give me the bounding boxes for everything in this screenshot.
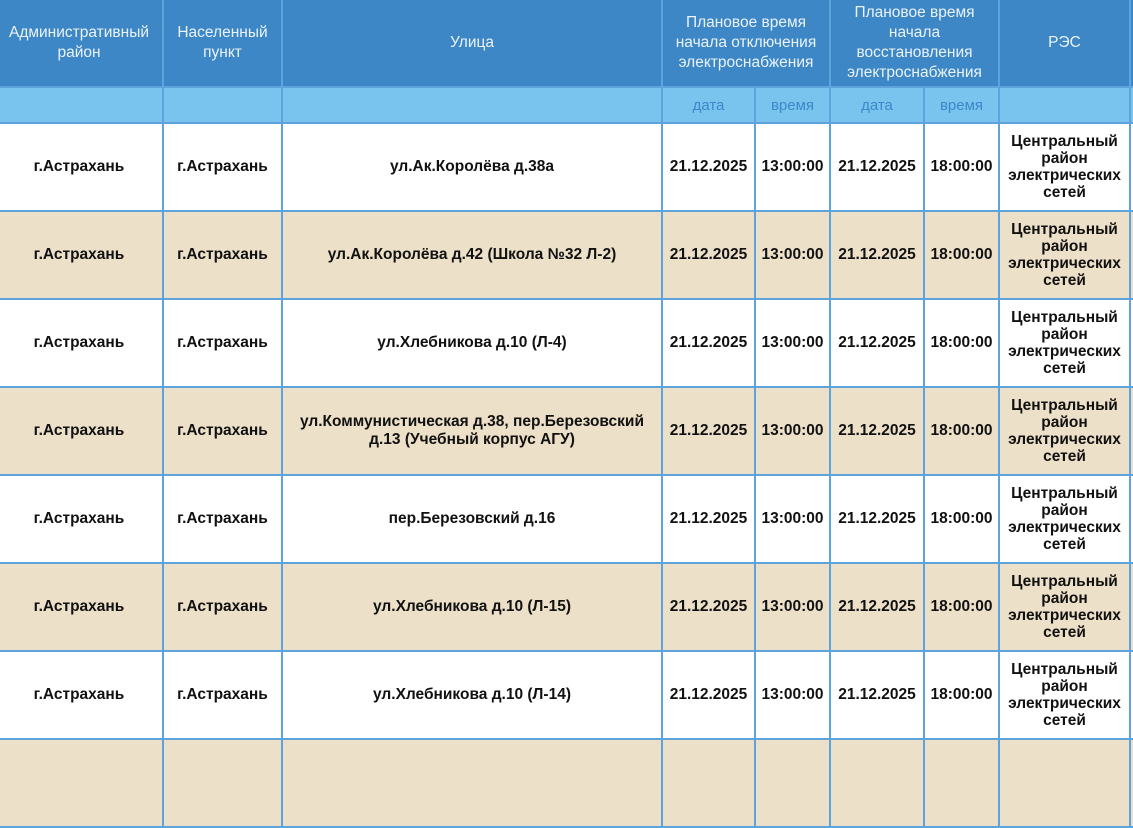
cell-off-date: 21.12.2025 <box>662 387 755 475</box>
res-line: район <box>1041 678 1088 695</box>
cell-locality: г.Астрахань <box>163 563 282 651</box>
header-street: Улица <box>282 0 662 87</box>
subheader-empty <box>282 87 662 123</box>
header-restore-start: Плановое время начала восстановления электроснабжения <box>830 0 999 87</box>
cell-district: г.Астрахань <box>0 387 163 475</box>
subheader-empty <box>999 87 1130 123</box>
res-line: Центральный <box>1011 309 1118 326</box>
header-locality: Населенный пункт <box>163 0 282 87</box>
cell-off-date: 21.12.2025 <box>662 475 755 563</box>
res-line: сетей <box>1043 272 1086 289</box>
cell-on-date: 21.12.2025 <box>830 475 924 563</box>
subheader-empty <box>163 87 282 123</box>
cell-res <box>999 387 1130 475</box>
subheader-on-time: время <box>924 87 999 123</box>
cell-on-date: 21.12.2025 <box>830 299 924 387</box>
cell-on-time: 18:00:00 <box>924 299 999 387</box>
cell-res <box>999 211 1130 299</box>
cell-locality: г.Астрахань <box>163 387 282 475</box>
cell-off-date: 21.12.2025 <box>662 563 755 651</box>
res-line: район <box>1041 238 1088 255</box>
cell-off-time: 13:00:00 <box>755 475 830 563</box>
cell-district: г.Астрахань <box>0 299 163 387</box>
res-line: Центральный <box>1011 397 1118 414</box>
cell-street: ул.Ак.Королёва д.42 (Школа №32 Л-2) <box>282 211 662 299</box>
cell-on-date: 21.12.2025 <box>830 563 924 651</box>
cell-res <box>999 563 1130 651</box>
cell-locality: г.Астрахань <box>163 211 282 299</box>
res-line: сетей <box>1043 184 1086 201</box>
res-line: район <box>1041 326 1088 343</box>
table-subheader-row <box>0 87 1133 123</box>
cell-street: ул.Хлебникова д.10 (Л-14) <box>282 651 662 739</box>
cell-on-time: 18:00:00 <box>924 123 999 211</box>
res-line: электрических <box>1008 519 1121 536</box>
res-line: сетей <box>1043 536 1086 553</box>
res-line: Центральный <box>1011 573 1118 590</box>
cell-locality: г.Астрахань <box>163 299 282 387</box>
cell-off-time: 13:00:00 <box>755 299 830 387</box>
res-line: Центральный <box>1011 133 1118 150</box>
res-line: район <box>1041 590 1088 607</box>
res-line: электрических <box>1008 607 1121 624</box>
header-outage-start: Плановое время начала отключения электроснабжения <box>662 0 830 87</box>
res-line: электрических <box>1008 695 1121 712</box>
cell-street: ул.Коммунистическая д.38, пер.Березовский д.13 (Учебный корпус АГУ) <box>282 387 662 475</box>
cell-on-time: 18:00:00 <box>924 211 999 299</box>
res-line: электрических <box>1008 167 1121 184</box>
table-row <box>0 651 1133 739</box>
cell-off-time: 13:00:00 <box>755 651 830 739</box>
cell-res <box>999 651 1130 739</box>
cell-off-time: 13:00:00 <box>755 123 830 211</box>
res-line: электрических <box>1008 343 1121 360</box>
cell-locality: г.Астрахань <box>163 651 282 739</box>
res-line: Центральный <box>1011 661 1118 678</box>
cell-res <box>999 123 1130 211</box>
res-line: район <box>1041 150 1088 167</box>
res-line: сетей <box>1043 624 1086 641</box>
res-line: Центральный <box>1011 485 1118 502</box>
cell-off-time: 13:00:00 <box>755 387 830 475</box>
cell-off-date: 21.12.2025 <box>662 211 755 299</box>
header-district: Административный район <box>0 0 163 87</box>
cell-street: ул.Хлебникова д.10 (Л-4) <box>282 299 662 387</box>
subheader-on-date: дата <box>830 87 924 123</box>
cell-street: ул.Ак.Королёва д.38а <box>282 123 662 211</box>
cell-on-time: 18:00:00 <box>924 387 999 475</box>
table-row <box>0 123 1133 211</box>
cell-off-date: 21.12.2025 <box>662 299 755 387</box>
res-line: сетей <box>1043 360 1086 377</box>
cell-district: г.Астрахань <box>0 211 163 299</box>
cell-res <box>999 299 1130 387</box>
table-row <box>0 563 1133 651</box>
table-row <box>0 387 1133 475</box>
cell-on-date: 21.12.2025 <box>830 651 924 739</box>
res-line: район <box>1041 502 1088 519</box>
cell-off-time: 13:00:00 <box>755 563 830 651</box>
cell-on-time: 18:00:00 <box>924 651 999 739</box>
cell-district: г.Астрахань <box>0 475 163 563</box>
res-line: Центральный <box>1011 221 1118 238</box>
res-line: сетей <box>1043 448 1086 465</box>
cell-off-time: 13:00:00 <box>755 211 830 299</box>
table-row <box>0 211 1133 299</box>
cell-locality: г.Астрахань <box>163 123 282 211</box>
cell-on-date: 21.12.2025 <box>830 387 924 475</box>
cell-on-date: 21.12.2025 <box>830 123 924 211</box>
subheader-off-date: дата <box>662 87 755 123</box>
table-row-partial <box>0 739 1133 827</box>
res-line: сетей <box>1043 712 1086 729</box>
cell-on-time: 18:00:00 <box>924 563 999 651</box>
cell-street: пер.Березовский д.16 <box>282 475 662 563</box>
table-row <box>0 475 1133 563</box>
table-row <box>0 299 1133 387</box>
cell-district: г.Астрахань <box>0 563 163 651</box>
header-res: РЭС <box>999 0 1130 87</box>
subheader-off-time: время <box>755 87 830 123</box>
cell-district: г.Астрахань <box>0 123 163 211</box>
cell-district: г.Астрахань <box>0 651 163 739</box>
cell-locality: г.Астрахань <box>163 475 282 563</box>
table-header-row <box>0 0 1133 87</box>
cell-off-date: 21.12.2025 <box>662 651 755 739</box>
cell-off-date: 21.12.2025 <box>662 123 755 211</box>
res-line: район <box>1041 414 1088 431</box>
cell-street: ул.Хлебникова д.10 (Л-15) <box>282 563 662 651</box>
res-line: электрических <box>1008 255 1121 272</box>
res-line: электрических <box>1008 431 1121 448</box>
cell-res <box>999 475 1130 563</box>
subheader-empty <box>0 87 163 123</box>
cell-on-time: 18:00:00 <box>924 475 999 563</box>
cell-on-date: 21.12.2025 <box>830 211 924 299</box>
